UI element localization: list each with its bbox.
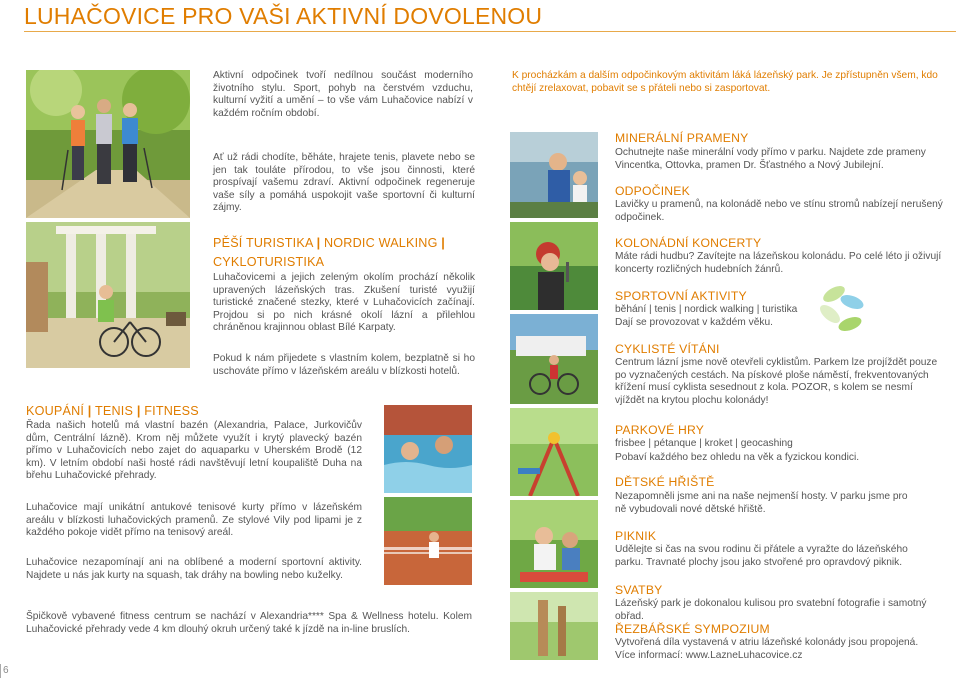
heading-separator: |	[316, 236, 321, 250]
hiking-heading-b: NORDIC WALKING	[324, 236, 438, 250]
heading-separator: |	[441, 236, 446, 250]
swim-paragraph-2: Luhačovice mají unikátní antukové tenisové kurty přímo v lázeňském areálu v blízkosti luhačovických pramenů. Ze stylové Vily pod lipami je z každého pokoje vidět přímo na tenisový areál.	[26, 502, 362, 539]
section-text-park-games-list: frisbee | pétanque | kroket | geocashing	[615, 438, 793, 449]
hiking-heading-a: PĚŠÍ TURISTIKA	[213, 236, 313, 250]
photo-pool	[384, 405, 472, 493]
section-text-sports-list: běhání | tenis | nordick walking | turistika	[615, 304, 798, 315]
section-text-picnic: Udělejte si čas na svou rodinu či přátele a vyražte do lázeňského parku. Travnaté plochy jsou jako stvořené pro opravdový piknik.	[615, 544, 908, 568]
swim-paragraph-3: Luhačovice nezapomínají ani na oblíbené a moderní sportovní aktivity. Najdete u nás jak kurty na squash, tak dráhy na bowling nebo kuželky.	[26, 557, 362, 581]
hiking-paragraph-1: Luhačovicemi a jejich zeleným okolím prochází několik upravených lázeňských tras. Zkušení turisté využijí turistické značené stezky, které v Luhačovicích začínají. Projdou si po nich krásné okolí lázní a přilehlou chráněnou krajinnou oblast Bílé Karpaty.	[213, 272, 475, 334]
section-text-symposium-url: Více informací: www.LazneLuhacovice.cz	[615, 650, 803, 661]
photo-tennis	[384, 497, 472, 585]
section-heading-sports: SPORTOVNÍ AKTIVITY	[615, 289, 747, 303]
hiking-heading-c: CYKLOTURISTIKA	[213, 255, 325, 269]
section-text-park-games: Pobaví každého bez ohledu na věk a fyzickou kondici.	[615, 452, 860, 463]
photo-spring	[510, 132, 598, 218]
intro-paragraph-2: Ať už rádi chodíte, běháte, hrajete tenis, plavete nebo se jen tak touláte přírodou, to vše jsou činnosti, které prospívají vašemu zdraví. Aktivní odpočinek regeneruje vaše síly a pomáhá uspokojit vaše sportovní či kulturní zájmy.	[213, 152, 475, 214]
section-heading-playground: DĚTSKÉ HŘIŠTĚ	[615, 475, 715, 489]
swim-paragraph-1: Řada našich hotelů má vlastní bazén (Alexandria, Palace, Jurkovičův dům, Centrální lázně). Krom něj můžete využít i krytý plavecký bazén přímo v Luhačovicích nebo zajet do aquaparku v Uherském Brodě (12 km). V letním období naši hosté rádi navštěvují letní koupaliště Duha na břehu Luhačovické přehrady.	[26, 420, 362, 482]
section-heading-symposium: ŘEZBÁŘSKÉ SYMPOZIUM	[615, 622, 770, 636]
section-text-concerts: Máte rádi hudbu? Zavítejte na lázeňskou kolonádu. Po celé léto ji oživují koncerty rozličných hudebních žánrů.	[615, 251, 942, 275]
page-title	[24, 2, 542, 30]
title-part1: LUHAČOVICE PRO VAŠI	[24, 3, 296, 29]
section-heading-park-games: PARKOVÉ HRY	[615, 423, 705, 437]
section-text-playground: Nezapomněli jsme ani na naše nejmenší hosty. V parku jsme pro ně vybudovali nové dětské hřiště.	[615, 491, 908, 515]
photo-sculpture	[510, 592, 598, 660]
photo-walkers	[26, 70, 190, 218]
swim-heading-a: KOUPÁNÍ	[26, 404, 85, 418]
right-intro: K procházkám a dalším odpočinkovým aktivitám láká lázeňský park. Je zpřístupněn všem, kdo chtějí zrelaxovat, pobavit se s přáteli nebo si zasportovat.	[512, 70, 938, 94]
section-heading-concerts: KOLONÁDNÍ KONCERTY	[615, 236, 762, 250]
photo-picnic	[510, 500, 598, 588]
section-text-rest: Lavičky u pramenů, na kolonádě nebo ve stínu stromů nabízejí nerušený odpočinek.	[615, 199, 943, 223]
section-text-mineral: Ochutnejte naše minerální vody přímo v parku. Najdete zde prameny Vincentka, Ottovka, pramen Dr. Šťastného a Nový Jubilejní.	[615, 147, 926, 171]
intro-paragraph-1: Aktivní odpočinek tvoří nedílnou součást moderního životního stylu. Sport, pohyb na čerstvém vzduchu, kulturní vyžití a umění – to vše vám Luhačovice nabízí v každém ročním období.	[213, 70, 473, 119]
title-part2: AKTIVNÍ DOVOLENOU	[295, 3, 543, 29]
swim-heading	[26, 404, 199, 418]
section-text-weddings: Lázeňský park je dokonalou kulisou pro svatební fotografie i samotný obřad.	[615, 598, 927, 622]
section-text-sports: Dají se provozovat v každém věku.	[615, 317, 773, 328]
section-heading-mineral: MINERÁLNÍ PRAMENY	[615, 131, 749, 145]
section-text-cyclists: Centrum lázní jsme nově otevřeli cyklistům. Parkem lze projíždět pouze po vyznačených cestách. Na pískové ploše náměstí, frekventovaných křížení musí cyklista sesednout z kola. POZOR, s kolem se nesmí vjíždět na krytou plochu kolonády!	[615, 357, 938, 406]
heading-separator: |	[136, 404, 141, 418]
hiking-paragraph-2: Pokud k nám přijedete s vlastním kolem, bezplatně si ho uschováte přímo v lázeňském areálu v blízkosti hotelů.	[213, 353, 475, 377]
section-text-symposium: Vytvořená díla vystavená v atriu lázeňské kolonády jsou propojená.	[615, 637, 919, 648]
photo-playground	[510, 408, 598, 496]
photo-concert	[510, 222, 598, 310]
swim-heading-c: FITNESS	[144, 404, 199, 418]
section-heading-picnic: PIKNIK	[615, 529, 657, 543]
hiking-heading	[213, 236, 445, 250]
page-number: 6	[0, 664, 9, 678]
section-heading-rest: ODPOČINEK	[615, 184, 690, 198]
swim-heading-b: TENIS	[95, 404, 134, 418]
leaf-swirl-icon	[812, 280, 872, 338]
section-heading-weddings: SVATBY	[615, 583, 663, 597]
title-rule	[24, 31, 956, 32]
heading-separator: |	[87, 404, 92, 418]
photo-cyclist-park	[26, 222, 190, 368]
section-heading-cyclists: CYKLISTÉ VÍTÁNI	[615, 342, 720, 356]
photo-cyclists	[510, 314, 598, 404]
swim-paragraph-4: Špičkově vybavené fitness centrum se nachází v Alexandria**** Spa & Wellness hotelu. Kolem Luhačovické přehrady vede 4 km dlouhý okruh určený také k jízdě na in-line bruslích.	[26, 611, 472, 635]
